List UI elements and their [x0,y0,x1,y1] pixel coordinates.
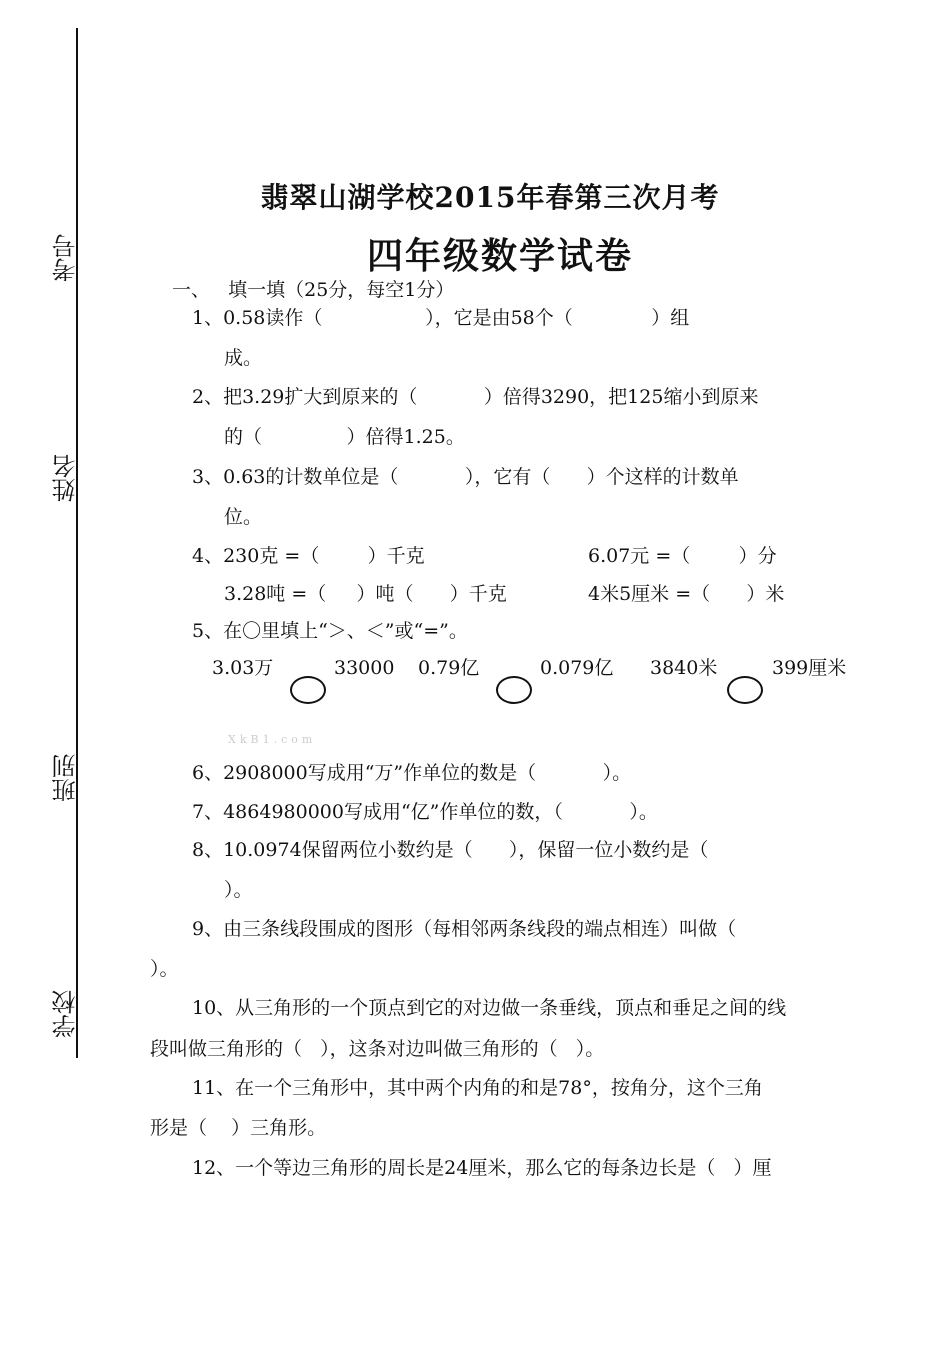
question-1-line-1: 1、0.58读作（ ），它是由58个（ ）组 [192,307,690,329]
question-8-line-2: ）。 [224,879,253,901]
question-10-line-2: 段叫做三角形的（ ），这条对边叫做三角形的（ ）。 [150,1038,605,1060]
question-4-part-1: 4、230克 =（ ）千克 [192,545,425,567]
question-3-line-2: 位。 [224,506,263,528]
class-label: 班别 [52,754,80,802]
question-5-prompt: 5、在〇里填上“＞、＜”或“=”。 [192,620,468,642]
question-4-part-2: 6.07元 =（ ）分 [588,545,777,567]
question-3-line-1: 3、0.63的计数单位是（ ），它有（ ）个这样的计数单 [192,466,739,488]
compare-2-right: 0.079亿 [540,657,614,679]
question-11-line-1: 11、在一个三角形中，其中两个内角的和是78°，按角分，这个三角 [192,1077,763,1099]
compare-1-right: 33000 [334,657,395,679]
section-heading: 一、 填一填（25分，每空1分） [172,279,455,301]
question-2-line-2: 的（ ）倍得1.25。 [224,426,465,448]
question-9-line-1: 9、由三条线段围成的图形（每相邻两条线段的端点相连）叫做（ [192,918,737,940]
compare-2-left: 0.79亿 [418,657,480,679]
exam-number-label: 考号 [52,234,80,282]
paper-title: 四年级数学试卷 [366,235,633,277]
compare-3-right: 399厘米 [772,657,847,679]
school-label: 学校 [52,990,80,1038]
compare-1-left: 3.03万 [212,657,274,679]
question-8-line-1: 8、10.0974保留两位小数约是（ ），保留一位小数约是（ [192,839,709,861]
question-11-line-2: 形是（ ）三角形。 [150,1117,327,1139]
question-10-line-1: 10、从三角形的一个顶点到它的对边做一条垂线，顶点和垂足之间的线 [192,997,787,1019]
compare-circle-1[interactable] [290,676,326,704]
question-6: 6、2908000写成用“万”作单位的数是（ ）。 [192,762,632,784]
compare-3-left: 3840米 [650,657,718,679]
question-9-line-2: ）。 [150,958,179,980]
question-12: 12、一个等边三角形的周长是24厘米，那么它的每条边长是（ ）厘 [192,1157,772,1179]
name-label: 姓名 [52,454,80,502]
question-1-line-2: 成。 [224,347,263,369]
compare-circle-3[interactable] [727,676,763,704]
watermark: XkB1.com [228,733,317,746]
compare-circle-2[interactable] [496,676,532,704]
question-7: 7、4864980000写成用“亿”作单位的数，（ ）。 [192,801,658,823]
question-2-line-1: 2、把3.29扩大到原来的（ ）倍得3290，把125缩小到原来 [192,386,759,408]
exam-title: 翡翠山湖学校2015年春第三次月考 [260,181,720,214]
question-4-part-4: 4米5厘米 =（ ）米 [588,583,785,605]
question-4-part-3: 3.28吨 =（ ）吨（ ）千克 [224,583,507,605]
